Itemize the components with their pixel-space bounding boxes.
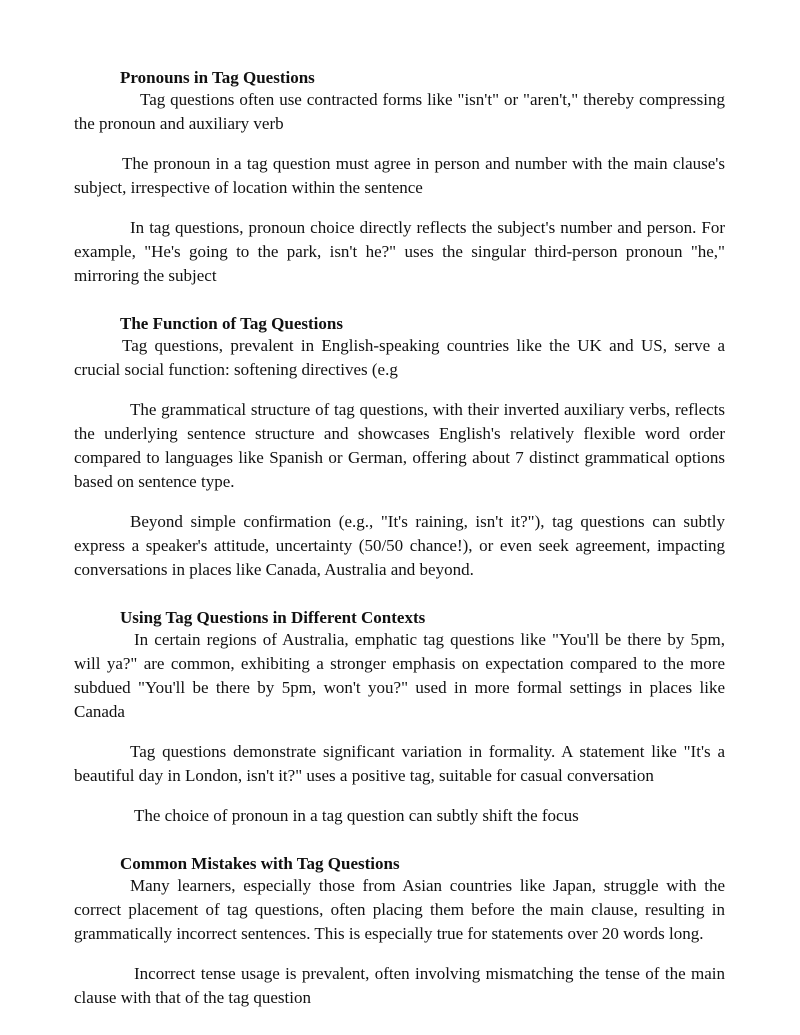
section-heading: Using Tag Questions in Different Contexts	[120, 608, 426, 627]
paragraph: Tag questions, prevalent in English-speaking countries like the UK and US, serve a crucial social function: softening directives (e.g	[74, 336, 725, 379]
paragraph: In tag questions, pronoun choice directly reflects the subject's number and person. For example, "He's going to the park, isn't he?" uses the singular third-person pronoun "he," mirroring the subject	[74, 218, 725, 285]
paragraph: Tag questions often use contracted forms like "isn't" or "aren't," thereby compressing the pronoun and auxiliary verb	[74, 90, 725, 133]
section-heading: Pronouns in Tag Questions	[120, 68, 315, 87]
document-page	[74, 64, 725, 1026]
paragraph: Many learners, especially those from Asian countries like Japan, struggle with the correct placement of tag questions, often placing them before the main clause, resulting in grammatically incorrect sentences. This is especially true for statements over 20 words long.	[74, 876, 725, 943]
paragraph: Incorrect tense usage is prevalent, often involving mismatching the tense of the main clause with that of the tag question	[74, 964, 725, 1007]
paragraph: The pronoun in a tag question must agree in person and number with the main clause's subject, irrespective of location within the sentence	[74, 154, 725, 197]
section-contexts	[74, 604, 725, 828]
section-heading: Common Mistakes with Tag Questions	[120, 854, 400, 873]
paragraph: Tag questions demonstrate significant variation in formality. A statement like "It's a beautiful day in London, isn't it?" uses a positive tag, suitable for casual conversation	[74, 742, 725, 785]
paragraph: The choice of pronoun in a tag question can subtly shift the focus	[134, 806, 579, 825]
section-function	[74, 310, 725, 582]
paragraph: In certain regions of Australia, emphatic tag questions like "You'll be there by 5pm, will ya?" are common, exhibiting a stronger emphasis on expectation compared to the more subdued "You'll be there by 5pm, won't you?" used in more formal settings in places like Canada	[74, 630, 725, 721]
paragraph: The grammatical structure of tag questions, with their inverted auxiliary verbs, reflects the underlying sentence structure and showcases English's relatively flexible word order compared to languages like Spanish or German, offering about 7 distinct grammatical options based on sentence type.	[74, 400, 725, 491]
section-pronouns	[74, 64, 725, 288]
paragraph: Beyond simple confirmation (e.g., "It's raining, isn't it?"), tag questions can subtly express a speaker's attitude, uncertainty (50/50 chance!), or even seek agreement, impacting conversations in places like Canada, Australia and beyond.	[74, 512, 725, 579]
section-heading: The Function of Tag Questions	[120, 314, 343, 333]
section-mistakes	[74, 850, 725, 1010]
